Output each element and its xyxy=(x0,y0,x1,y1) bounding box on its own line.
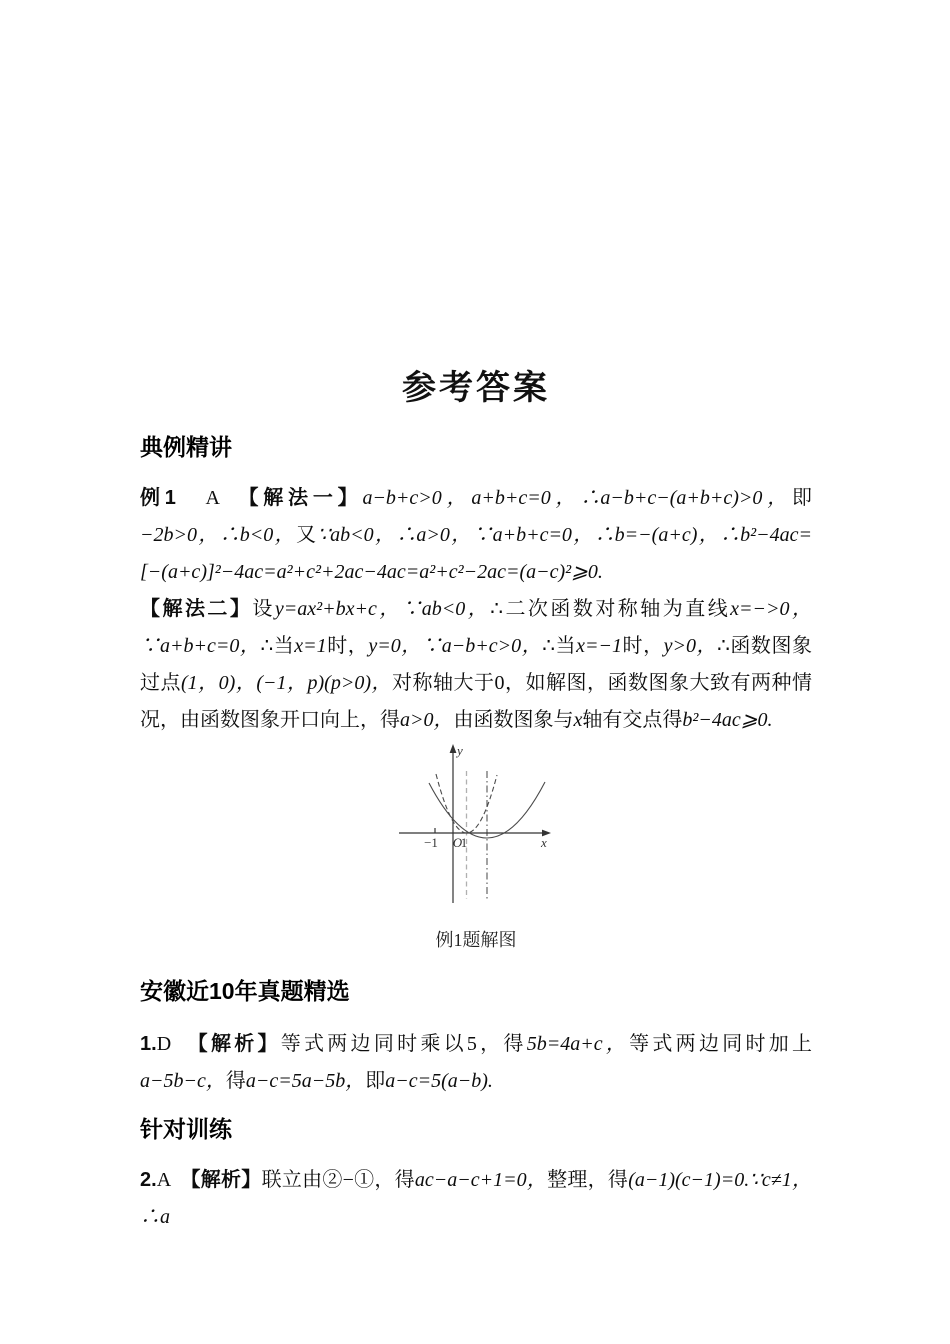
text-segment: b²−4ac⩾0. xyxy=(682,709,773,731)
text-segment: x=−1 xyxy=(576,635,622,657)
text-segment: 设 xyxy=(252,598,275,620)
text-segment: 【解法二】 xyxy=(140,598,253,620)
text-segment: 例1 xyxy=(140,487,176,509)
text-segment: x=1 xyxy=(294,635,327,657)
text-segment: 联立由②−①，得 xyxy=(261,1169,415,1191)
text-segment: 时， xyxy=(326,635,369,657)
text-segment: (1，0)，(−1，p)(p>0)， xyxy=(181,672,392,694)
text-segment: ∴当 xyxy=(542,635,577,657)
text-segment: 等式两边同时乘以5，得 xyxy=(280,1033,527,1055)
text-segment: 由函数图象与 xyxy=(453,709,574,731)
text-segment: a−c=5a−5b， xyxy=(245,1070,366,1092)
text-segment: D xyxy=(156,1033,198,1055)
text-segment: (a−1)(c−1)=0.∵c≠1，∴a xyxy=(140,1169,813,1228)
text-segment: 时， xyxy=(621,635,664,657)
text-segment: 即 xyxy=(792,487,812,509)
text-segment: 等式两边同时加上 xyxy=(629,1033,813,1055)
text-segment: x xyxy=(573,709,583,731)
parabola-sketch xyxy=(398,741,554,911)
text-segment: ac−a−c+1=0， xyxy=(414,1169,548,1191)
text-segment: y=ax²+bx+c，∵ab<0， xyxy=(274,598,491,620)
text-segment: y>0， xyxy=(663,635,718,657)
text-segment: ∵ab<0，∴a>0，∵a+b+c=0，∴b=−(a+c)，∴b²−4ac=[−(a+c)]²−4ac=a²+c²+2ac−4ac=a²+c²−2ac=(a−c)²⩾0. xyxy=(140,524,812,583)
y-axis-arrow xyxy=(450,744,457,753)
text-segment: 又 xyxy=(295,524,318,546)
example1-solution2-paragraph xyxy=(140,591,812,739)
text-segment: 【解法一】 xyxy=(248,487,363,509)
section-heading-anhui-past-papers: 安徽近10年真题精选 xyxy=(140,978,350,1004)
text-segment: 对称轴大于0，如解图，函数图象大致有两种情况，由函数图象开口向上，得 xyxy=(140,672,813,731)
text-segment: 【解析】 xyxy=(197,1033,281,1055)
text-segment: 轴有交点得 xyxy=(582,709,683,731)
figure-caption: 例1题解图 xyxy=(435,930,517,950)
example1-solution1-paragraph xyxy=(140,480,812,591)
text-segment: −2b>0，∴b<0， xyxy=(140,524,296,546)
text-segment: 5b=4a+c， xyxy=(526,1033,630,1055)
question1-answer-paragraph xyxy=(140,1026,812,1100)
x-axis-label: x xyxy=(541,835,547,850)
text-segment: A xyxy=(175,487,249,509)
text-segment: 整理，得 xyxy=(547,1169,629,1191)
text-segment: 即 xyxy=(365,1070,386,1092)
section-heading-typical-examples: 典例精讲 xyxy=(140,434,232,460)
text-segment: 得 xyxy=(225,1070,246,1092)
tick-1-label: 1 xyxy=(460,835,468,850)
section-heading-targeted-practice: 针对训练 xyxy=(140,1116,232,1142)
text-segment: a−c=5(a−b). xyxy=(385,1070,493,1092)
text-segment: ∴二次函数对称轴为直线 xyxy=(490,598,731,620)
text-segment: ∴当 xyxy=(260,635,295,657)
question2-answer-paragraph xyxy=(140,1162,812,1236)
text-segment: ∴函数图象过点 xyxy=(140,635,813,694)
text-segment: 2. xyxy=(140,1169,157,1191)
tick-neg1-label: −1 xyxy=(424,835,438,850)
y-axis-label: y xyxy=(457,743,463,758)
text-segment: x=−>0，∵a+b+c=0， xyxy=(140,598,813,657)
example1-figure xyxy=(140,741,812,950)
text-segment: a>0， xyxy=(400,709,454,731)
text-segment: 1. xyxy=(140,1033,157,1055)
text-segment: 【解析】 xyxy=(190,1169,262,1191)
page-title: 参考答案 xyxy=(402,369,550,407)
text-segment: y=0，∵a−b+c>0， xyxy=(368,635,543,657)
text-segment: a−b+c>0，a+b+c=0，∴a−b+c−(a+b+c)>0， xyxy=(362,487,792,509)
text-segment: A xyxy=(156,1169,191,1191)
origin-label: O xyxy=(452,835,463,850)
text-segment: a−5b−c， xyxy=(140,1070,226,1092)
